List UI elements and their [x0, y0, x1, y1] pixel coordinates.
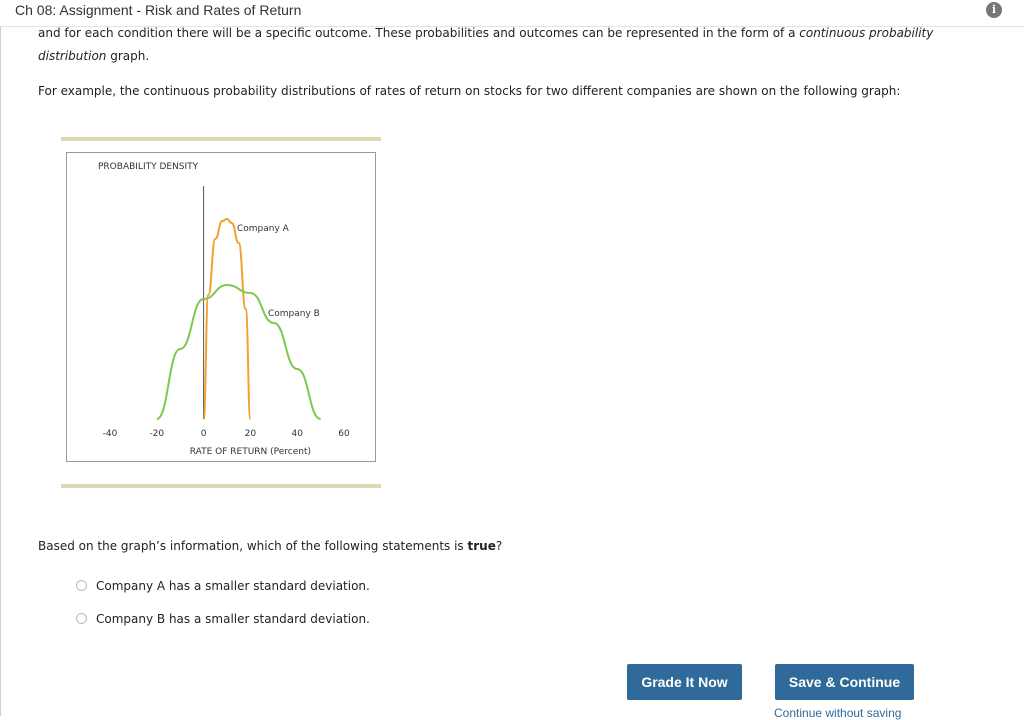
- intro-emphasis-2: distribution: [38, 49, 107, 63]
- x-tick-label: -20: [149, 429, 165, 439]
- chart-canvas: [67, 153, 377, 463]
- intro-line-2: [38, 48, 149, 64]
- question-after: ?: [495, 539, 503, 553]
- intro-text-2: graph.: [106, 49, 150, 63]
- assignment-header: [0, 0, 1024, 27]
- info-icon[interactable]: i: [986, 2, 1002, 18]
- chart-top-divider: [61, 137, 381, 141]
- intro-text: and for each condition there will be a specific outcome. These probabilities and outcomes can be represented in the form of a: [38, 26, 800, 40]
- y-axis-label: PROBABILITY DENSITY: [98, 162, 199, 172]
- intro-line-1: [38, 25, 933, 41]
- example-text: For example, the continuous probability distributions of rates of return on stocks for two different companies are shown on the following graph:: [38, 84, 901, 98]
- save-and-continue-button[interactable]: Save & Continue: [775, 664, 914, 700]
- radio-button[interactable]: [76, 613, 87, 624]
- x-tick-label: 20: [244, 429, 257, 439]
- x-tick-label: -40: [102, 429, 118, 439]
- question-text: [38, 538, 502, 554]
- option-label: Company B has a smaller standard deviation.: [96, 612, 370, 626]
- chart-bottom-divider: [61, 484, 381, 488]
- series-label-company-a: Company A: [237, 224, 289, 234]
- grade-it-now-button[interactable]: Grade It Now: [627, 664, 742, 700]
- x-axis-label: RATE OF RETURN (Percent): [189, 447, 312, 457]
- assignment-title: Ch 08: Assignment - Risk and Rates of Return: [15, 2, 302, 18]
- x-tick-label: 40: [291, 429, 303, 439]
- series-line-company-b: [157, 285, 321, 419]
- probability-chart: [66, 152, 376, 462]
- question-bold: true: [467, 539, 496, 553]
- series-line-company-a: [204, 219, 251, 419]
- radio-button[interactable]: [76, 580, 87, 591]
- option-label: Company A has a smaller standard deviation.: [96, 579, 370, 593]
- question-before: Based on the graph’s information, which of the following statements is: [38, 539, 468, 553]
- x-tick-label: 0: [200, 429, 207, 439]
- series-label-company-b: Company B: [268, 309, 320, 319]
- intro-emphasis: continuous probability: [799, 26, 934, 40]
- x-tick-label: 60: [338, 429, 350, 439]
- left-border: [0, 0, 1, 716]
- continue-without-saving-link[interactable]: Continue without saving: [774, 706, 902, 720]
